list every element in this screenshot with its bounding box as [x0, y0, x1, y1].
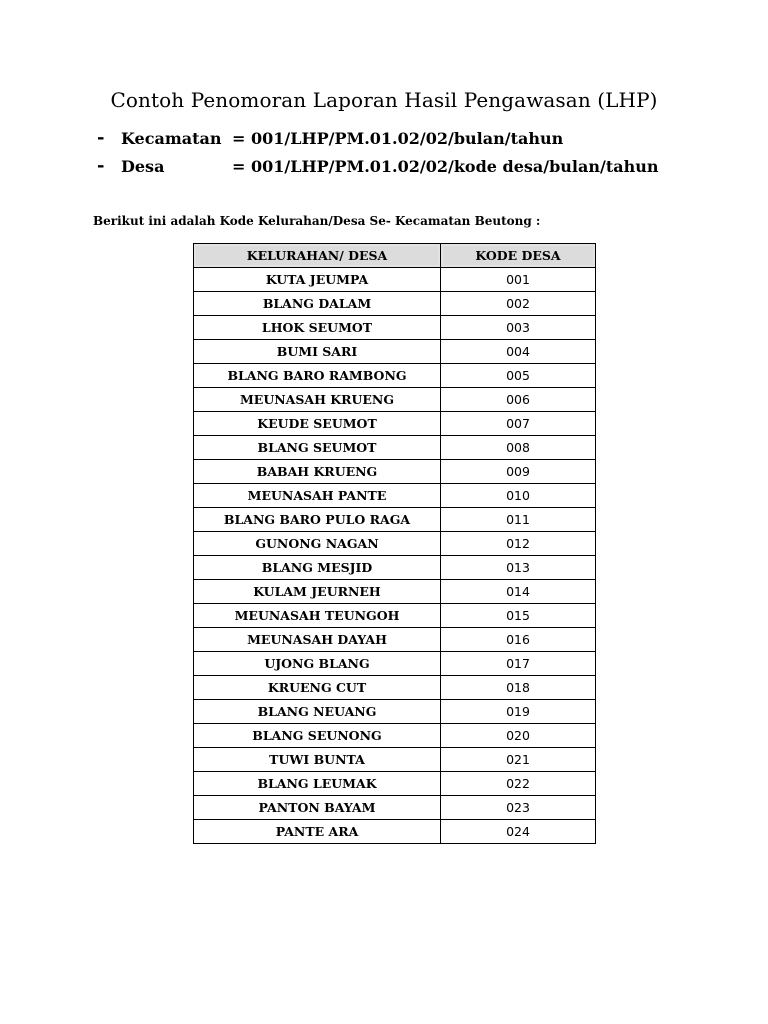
header-kelurahan-desa: KELURAHAN/ DESA	[194, 244, 441, 268]
village-code-cell: 024	[441, 820, 596, 844]
table-row	[194, 268, 596, 292]
table-row	[194, 628, 596, 652]
header-kode-desa: KODE DESA	[441, 244, 596, 268]
village-name-cell: MEUNASAH KRUENG	[194, 388, 441, 412]
village-name-cell: BLANG LEUMAK	[194, 772, 441, 796]
village-name-cell: BLANG NEUANG	[194, 700, 441, 724]
village-name-cell: KRUENG CUT	[194, 676, 441, 700]
village-name-cell: MEUNASAH TEUNGOH	[194, 604, 441, 628]
village-code-cell: 019	[441, 700, 596, 724]
village-code-cell: 023	[441, 796, 596, 820]
village-name-cell: BUMI SARI	[194, 340, 441, 364]
village-code-cell: 009	[441, 460, 596, 484]
village-name-cell: KULAM JEURNEH	[194, 580, 441, 604]
page-title: Contoh Penomoran Laporan Hasil Pengawasan (LHP)	[110, 88, 658, 112]
village-code-cell: 016	[441, 628, 596, 652]
village-name-cell: TUWI BUNTA	[194, 748, 441, 772]
village-name-cell: LHOK SEUMOT	[194, 316, 441, 340]
numbering-value: = 001/LHP/PM.01.02/02/bulan/tahun	[232, 129, 564, 148]
village-name-cell: KUTA JEUMPA	[194, 268, 441, 292]
village-name-cell: BLANG MESJID	[194, 556, 441, 580]
village-code-cell: 001	[441, 268, 596, 292]
village-name-cell: GUNONG NAGAN	[194, 532, 441, 556]
table-row	[194, 604, 596, 628]
table-header-row	[194, 244, 596, 268]
village-code-cell: 014	[441, 580, 596, 604]
table-row	[194, 508, 596, 532]
village-code-cell: 006	[441, 388, 596, 412]
numbering-value: = 001/LHP/PM.01.02/02/kode desa/bulan/tahun	[232, 157, 659, 176]
table-row	[194, 532, 596, 556]
village-name-cell: MEUNASAH PANTE	[194, 484, 441, 508]
table-row	[194, 364, 596, 388]
village-name-cell: BLANG BARO PULO RAGA	[194, 508, 441, 532]
village-name-cell: PANTON BAYAM	[194, 796, 441, 820]
bullet-dash: -	[97, 127, 105, 148]
village-name-cell: BLANG DALAM	[194, 292, 441, 316]
table-row	[194, 652, 596, 676]
table-row	[194, 460, 596, 484]
village-code-cell: 008	[441, 436, 596, 460]
intro-text: Berikut ini adalah Kode Kelurahan/Desa Se- Kecamatan Beutong :	[93, 214, 541, 228]
village-code-cell: 017	[441, 652, 596, 676]
table-row	[194, 820, 596, 844]
village-code-cell: 010	[441, 484, 596, 508]
village-code-cell: 013	[441, 556, 596, 580]
table-row	[194, 436, 596, 460]
table-row	[194, 772, 596, 796]
village-code-cell: 012	[441, 532, 596, 556]
table-row	[194, 484, 596, 508]
village-code-cell: 022	[441, 772, 596, 796]
table-row	[194, 412, 596, 436]
village-code-cell: 004	[441, 340, 596, 364]
village-code-cell: 003	[441, 316, 596, 340]
village-name-cell: UJONG BLANG	[194, 652, 441, 676]
village-name-cell: BLANG BARO RAMBONG	[194, 364, 441, 388]
village-name-cell: BLANG SEUNONG	[194, 724, 441, 748]
table-row	[194, 676, 596, 700]
village-code-cell: 020	[441, 724, 596, 748]
table-row	[194, 292, 596, 316]
village-code-cell: 005	[441, 364, 596, 388]
village-code-cell: 015	[441, 604, 596, 628]
table-row	[194, 340, 596, 364]
village-name-cell: BABAH KRUENG	[194, 460, 441, 484]
table-row	[194, 556, 596, 580]
village-code-cell: 018	[441, 676, 596, 700]
village-code-cell: 021	[441, 748, 596, 772]
table-row	[194, 388, 596, 412]
village-name-cell: MEUNASAH DAYAH	[194, 628, 441, 652]
table-row	[194, 700, 596, 724]
village-code-cell: 011	[441, 508, 596, 532]
village-code-cell: 002	[441, 292, 596, 316]
table-row	[194, 724, 596, 748]
village-name-cell: BLANG SEUMOT	[194, 436, 441, 460]
table-body	[194, 268, 596, 844]
village-code-table	[193, 243, 596, 844]
numbering-label: Desa	[121, 157, 165, 176]
village-name-cell: KEUDE SEUMOT	[194, 412, 441, 436]
table-row	[194, 580, 596, 604]
bullet-dash: -	[97, 155, 105, 176]
village-name-cell: PANTE ARA	[194, 820, 441, 844]
numbering-label: Kecamatan	[121, 129, 222, 148]
table-row	[194, 316, 596, 340]
village-code-cell: 007	[441, 412, 596, 436]
table-row	[194, 796, 596, 820]
table-row	[194, 748, 596, 772]
